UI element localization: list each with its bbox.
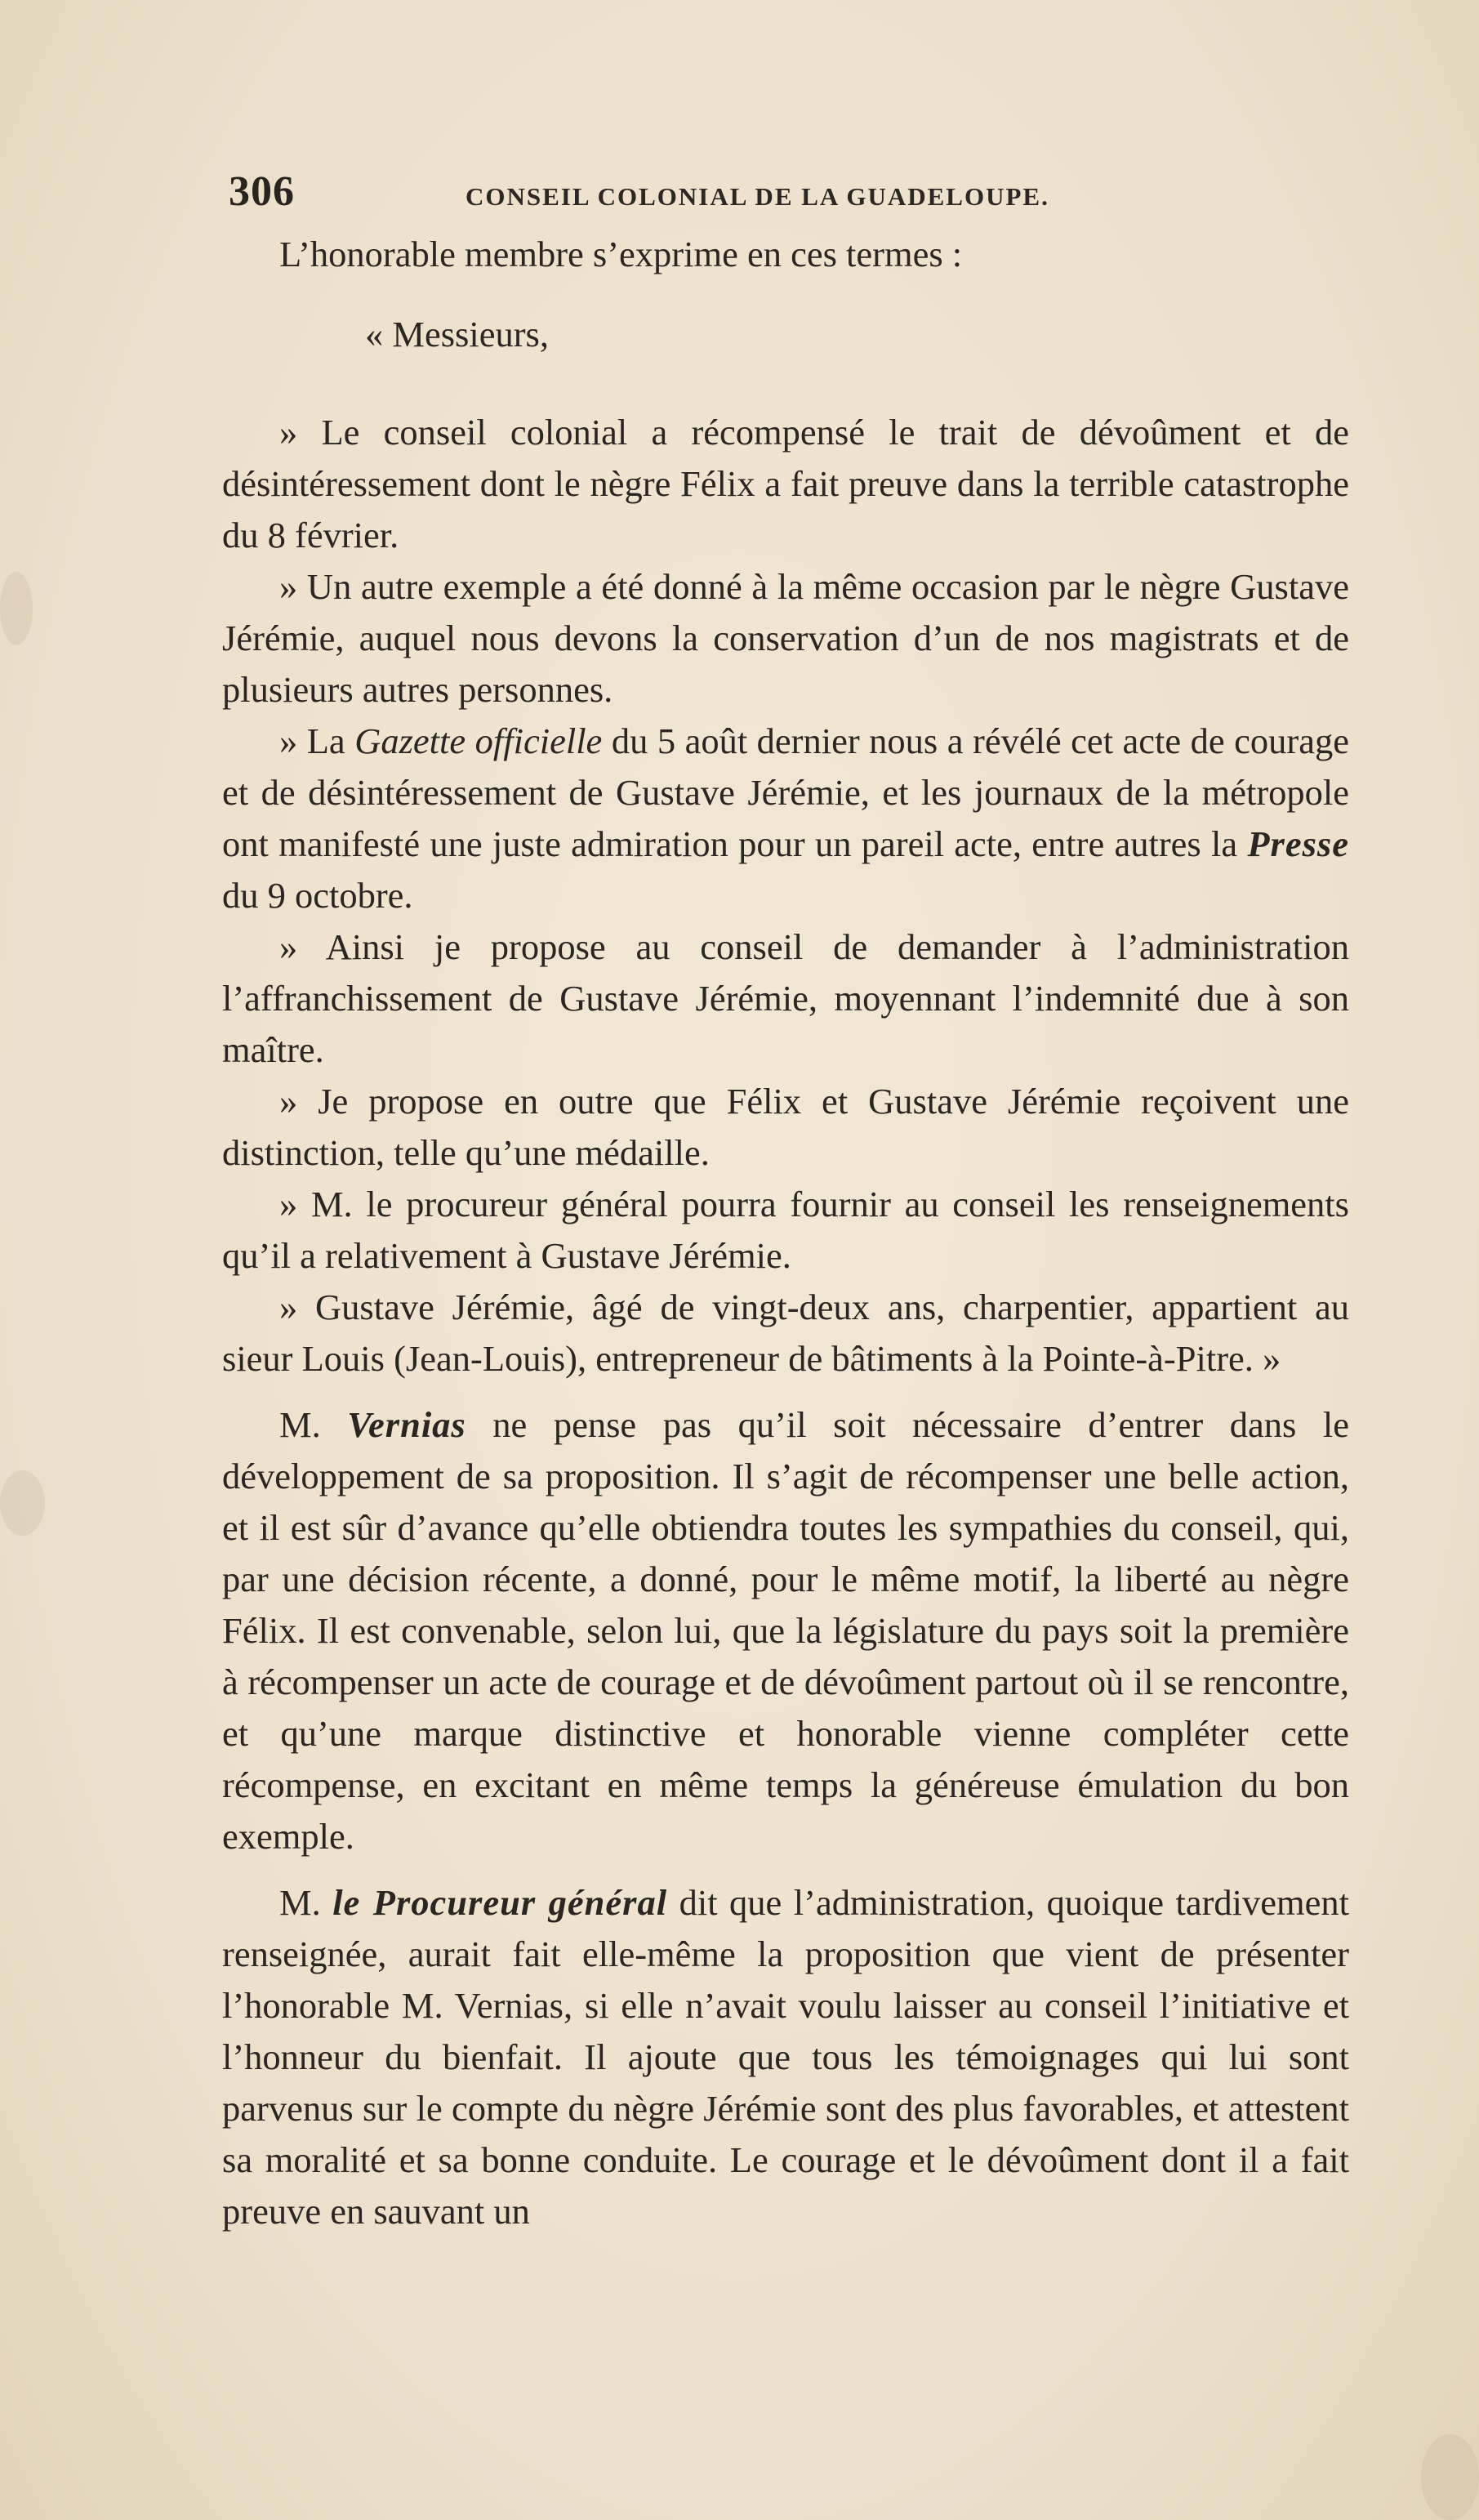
text-run: M.: [279, 1882, 333, 1923]
salutation: « Messieurs,: [365, 314, 549, 355]
presse-title: Presse: [1247, 823, 1349, 864]
gazette-title: Gazette officielle: [354, 720, 603, 761]
text-run: dit que l’administration, quoique tardivement renseignée, aurait fait elle-même la proposition que vient de présenter l’honorable M. Vernias, si elle n’avait voulu laisser au conseil l’initiative et l’honneur du bienfait. Il ajoute que tous les témoignages qui lui sont parvenus sur le compte du nègre Jérémie sont des plus favorables, et attestent sa moralité et sa bonne conduite. Le courage et le dévoûment dont il a fait preuve en sauvant un: [222, 1882, 1350, 2232]
speaker-name-vernias: Vernias: [347, 1404, 466, 1445]
paragraph-vernias: [222, 1399, 1349, 1862]
paragraph-gustave-example: » Un autre exemple a été donné à la même occasion par le nègre Gustave Jérémie, auquel nous devons la conservation d’un de nos magistrats et de plusieurs autres personnes.: [222, 566, 1349, 710]
text-block: [222, 229, 1349, 2237]
paper-stain: [0, 572, 33, 645]
text-run: » La: [279, 720, 355, 761]
paragraph-gazette: [222, 716, 1349, 921]
text-run: M.: [279, 1404, 348, 1445]
paragraph-gustave-details: » Gustave Jérémie, âgé de vingt-deux ans, charpentier, appartient au sieur Louis (Jean-Louis), entrepreneur de bâtiments à la Pointe-à-Pitre. »: [222, 1287, 1349, 1379]
paragraph-procureur-general: [222, 1877, 1349, 2237]
paragraph-procureur-info: » M. le procureur général pourra fournir au conseil les renseignements qu’il a relativement à Gustave Jérémie.: [222, 1184, 1349, 1276]
paper-stain: [0, 1470, 45, 1536]
text-run: du 5 août dernier nous a révélé cet acte de courage et de désintéressement de Gustave Jérémie, et les journaux de la métropole ont manifesté une juste admiration pour un pareil acte, entre autres la: [222, 720, 1349, 864]
speaker-name-procureur: le Procureur général: [332, 1882, 668, 1923]
paragraph-proposal-medal: » Je propose en outre que Félix et Gustave Jérémie reçoivent une distinction, telle qu’une médaille.: [222, 1081, 1349, 1173]
intro-paragraph: L’honorable membre s’exprime en ces termes :: [279, 234, 963, 274]
page-number: 306: [229, 168, 295, 215]
text-run: du 9 octobre.: [222, 875, 413, 916]
running-head: [222, 167, 1349, 225]
running-title: CONSEIL COLONIAL DE LA GUADELOUPE.: [466, 182, 1049, 211]
paragraph-felix-reward: » Le conseil colonial a récompensé le trait de dévoûment et de désintéressement dont le nègre Félix a fait preuve dans la terrible catastrophe du 8 février.: [222, 412, 1349, 555]
paper-stain: [1421, 2434, 1479, 2520]
paragraph-proposal-freedom: » Ainsi je propose au conseil de demander à l’administration l’affranchissement de Gustave Jérémie, moyennant l’indemnité due à son maître.: [222, 926, 1349, 1070]
text-run: ne pense pas qu’il soit nécessaire d’entrer dans le développement de sa proposition. Il s’agit de récompenser une belle action, et il est sûr d’avance qu’elle obtiendra toutes les sympathies du conseil, qui, par une décision récente, a donné, pour le même motif, la liberté au nègre Félix. Il est convenable, selon lui, que la législature du pays soit la première à récompenser un acte de courage et de dévoûment partout où il se rencontre, et qu’une marque distinctive et honorable vienne compléter cette récompense, en excitant en même temps la généreuse émulation du bon exemple.: [222, 1404, 1349, 1857]
